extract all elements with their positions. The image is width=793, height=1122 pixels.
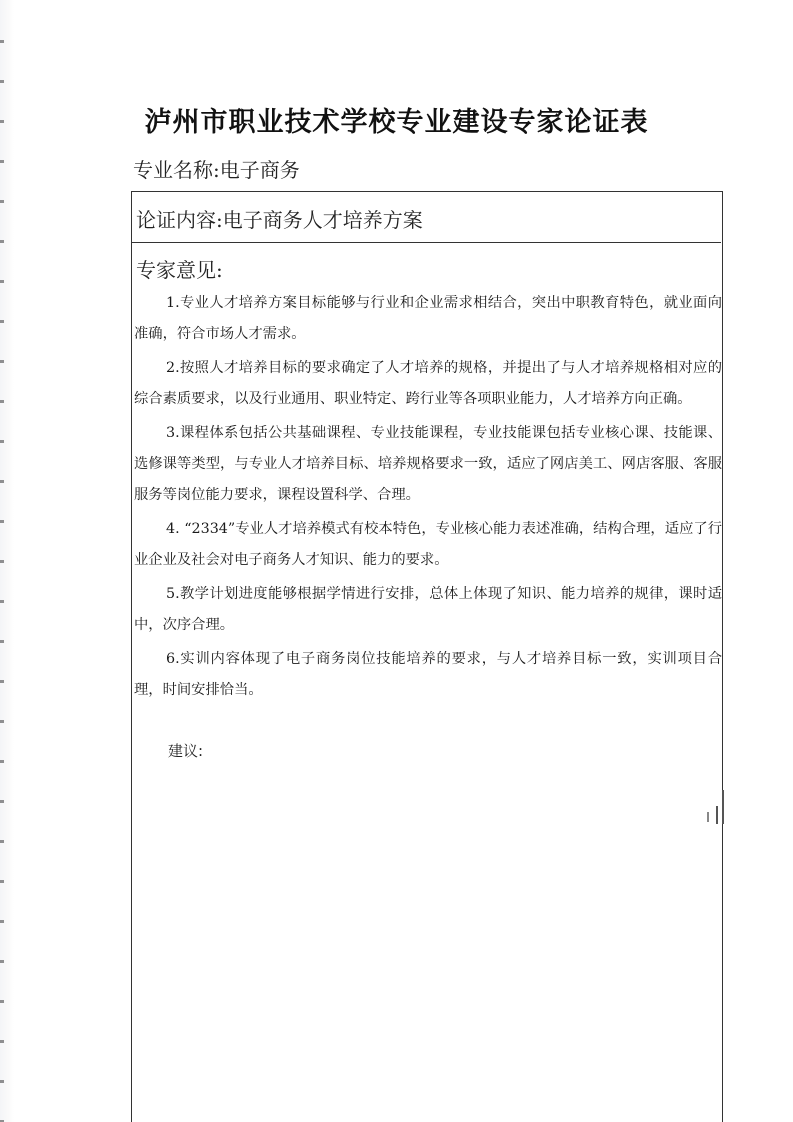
expert-opinion-heading: 专家意见: — [136, 258, 223, 282]
opinion-item-1: 1.专业人才培养方案目标能够与行业和企业需求相结合，突出中职教育特色，就业面向准确，符合市场人才需求。 — [134, 295, 722, 342]
opinion-item-6: 6.实训内容体现了电子商务岗位技能培养的要求，与人才培养目标一致，实训项目合理，时间安排恰当。 — [134, 651, 722, 698]
page-title: 泸州市职业技术学校专业建设专家论证表 — [144, 107, 649, 138]
suggestion-label: 建议: — [168, 742, 204, 760]
scan-artifact — [707, 812, 709, 822]
scan-artifact — [716, 806, 718, 824]
opinion-item-2: 2.按照人才培养目标的要求确定了人才培养的规格，并提出了与人才培养规格相对应的综合素质要求，以及行业通用、职业特定、跨行业等各项职业能力，人才培养方向正确。 — [134, 360, 722, 407]
content-row — [132, 192, 721, 243]
evaluation-form-table — [131, 191, 723, 1122]
expert-opinion-list — [134, 288, 722, 709]
opinion-item-4: 4. “2334”专业人才培养模式有校本特色，专业核心能力表述准确，结构合理，适应了行业企业及社会对电子商务人才知识、能力的要求。 — [134, 521, 722, 568]
scan-edge-marks — [0, 40, 4, 1122]
opinion-item-3: 3.课程体系包括公共基础课程、专业技能课程，专业技能课包括专业核心课、技能课、选修课等类型，与专业人才培养目标、培养规格要求一致，适应了网店美工、网店客服、客服服务等岗位能力要求，课程设置科学、合理。 — [134, 425, 722, 503]
opinion-item-5: 5.教学计划进度能够根据学情进行安排，总体上体现了知识、能力培养的规律，课时适中，次序合理。 — [134, 586, 722, 633]
content-label: 论证内容:电子商务人才培养方案 — [136, 208, 423, 232]
scan-artifact — [722, 790, 724, 824]
major-name-line: 专业名称:电子商务 — [133, 158, 300, 182]
